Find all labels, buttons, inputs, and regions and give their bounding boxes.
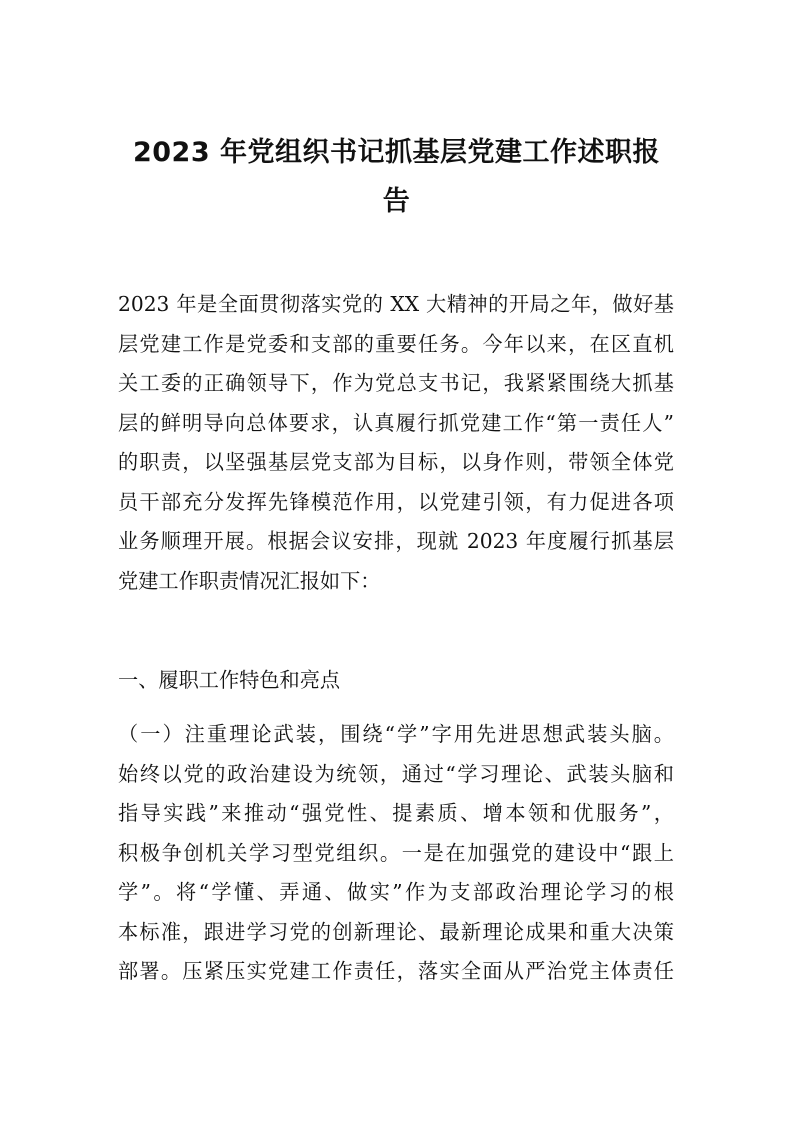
paragraph-theory (118, 715, 674, 992)
paragraph-line: 员干部充分发挥先锋模范作用，以党建引领，有力促进各项 (118, 489, 674, 514)
paragraph-line: 始终以党的政治建设为统领，通过“学习理论、武装头脑和 (118, 761, 674, 786)
paragraph-line: 层的鲜明导向总体要求，认真履行抓党建工作“第一责任人” (118, 410, 674, 435)
section-heading-text: 一、履职工作特色和亮点 (118, 668, 341, 692)
paragraph-line: 关工委的正确领导下，作为党总支书记，我紧紧围绕大抓基 (118, 371, 674, 395)
paragraph-line: 的职责，以坚强基层党支部为目标，以身作则，带领全体党 (118, 450, 674, 474)
paragraph-line: （一）注重理论武装，围绕“学”字用先进思想武装头脑。 (118, 722, 674, 746)
document-title (110, 128, 683, 226)
paragraph-line: 层党建工作是党委和支部的重要任务。今年以来，在区直机 (118, 331, 674, 356)
paragraph-line: 本标准，跟进学习党的创新理论、最新理论成果和重大决策 (118, 919, 674, 944)
paragraph-intro (118, 285, 674, 601)
paragraph-line: 业务顺理开展。根据会议安排，现就 2023 年度履行抓基层 (118, 529, 674, 553)
paragraph-line: 党建工作职责情况汇报如下： (118, 568, 381, 593)
paragraph-line: 积极争创机关学习型党组织。一是在加强党的建设中“跟上 (118, 840, 674, 865)
paragraph-line: 部署。压紧压实党建工作责任，落实全面从严治党主体责任 (118, 959, 674, 983)
section-heading (118, 661, 674, 701)
title-line-2: 告 (382, 186, 411, 217)
paragraph-line: 指导实践”来推动“强党性、提素质、增本领和优服务”， (118, 801, 674, 825)
paragraph-line: 学”。将“学懂、弄通、做实”作为支部政治理论学习的根 (118, 880, 674, 904)
paragraph-line: 2023 年是全面贯彻落实党的 XX 大精神的开局之年，做好基 (118, 292, 674, 316)
title-line-1: 2023 年党组织书记抓基层党建工作述职报 (132, 137, 661, 168)
